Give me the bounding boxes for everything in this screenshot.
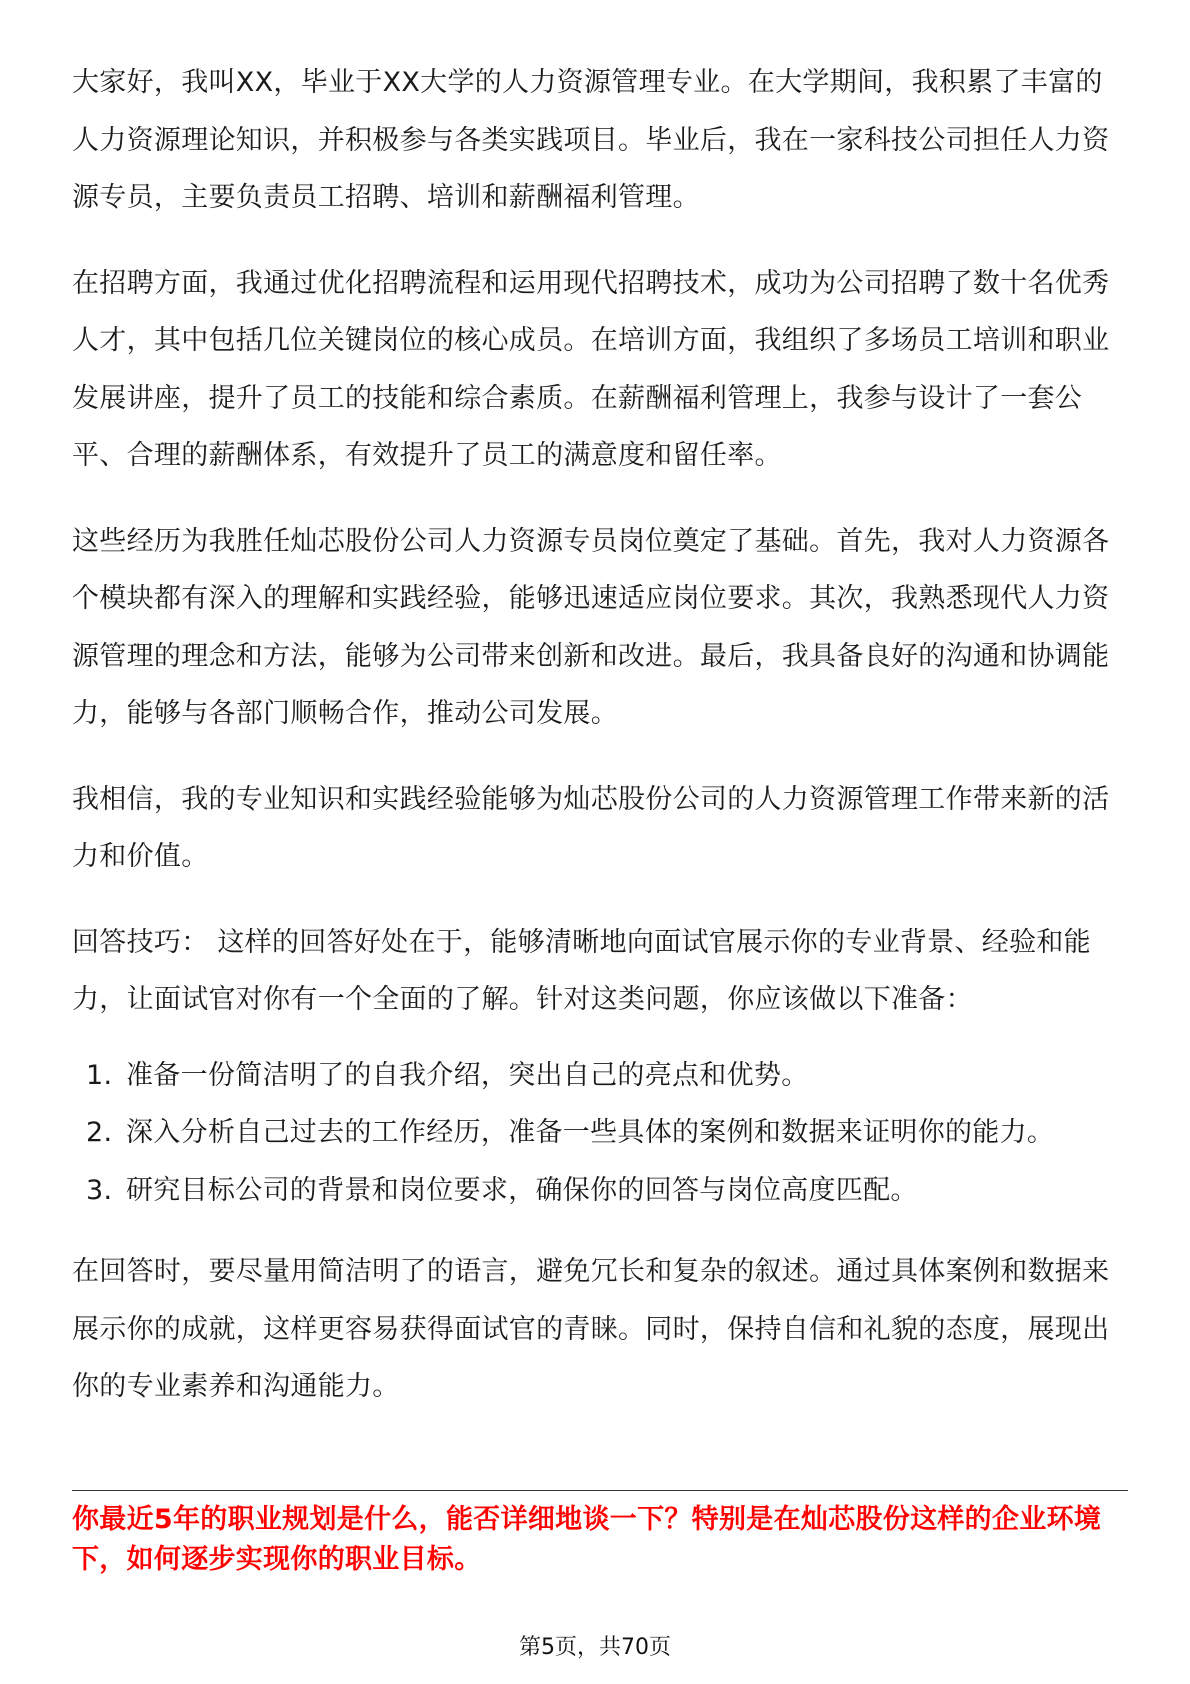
section-divider bbox=[72, 1490, 1128, 1491]
list-item bbox=[72, 1047, 1128, 1105]
paragraph-answer-tips: 回答技巧： 这样的回答好处在于，能够清晰地向面试官展示你的专业背景、经验和能力，让面试官对你有一个全面的了解。针对这类问题，你应该做以下准备： bbox=[72, 926, 1091, 1015]
paragraph-intro: 大家好，我叫XX，毕业于XX大学的人力资源管理专业。在大学期间，我积累了丰富的人力资源理论知识，并积极参与各类实践项目。毕业后，我在一家科技公司担任人力资源专员，主要负责员工招聘、培训和薪酬福利管理。 bbox=[72, 67, 1110, 213]
paragraph-qualifications: 这些经历为我胜任灿芯股份公司人力资源专员岗位奠定了基础。首先，我对人力资源各个模块都有深入的理解和实践经验，能够迅速适应岗位要求。其次，我熟悉现代人力资源管理的理念和方法，能够为公司带来创新和改进。最后，我具备良好的沟通和协调能力，能够与各部门顺畅合作，推动公司发展。 bbox=[72, 525, 1110, 729]
tips-list bbox=[72, 1047, 1128, 1220]
list-item bbox=[72, 1104, 1128, 1162]
paragraph-conclusion: 我相信，我的专业知识和实践经验能够为灿芯股份公司的人力资源管理工作带来新的活力和价值。 bbox=[72, 783, 1110, 872]
page-number-footer: 第5页，共70页 bbox=[519, 1635, 671, 1660]
list-item bbox=[72, 1162, 1128, 1220]
list-item-text: 研究目标公司的背景和岗位要求，确保你的回答与岗位高度匹配。 bbox=[126, 1174, 918, 1206]
list-item-number: 2. bbox=[86, 1117, 113, 1148]
document-body bbox=[72, 54, 1128, 1444]
list-item-number: 1. bbox=[86, 1059, 113, 1091]
next-question-heading: 你最近5年的职业规划是什么，能否详细地谈一下？特别是在灿芯股份这样的企业环境下，如何逐步实现你的职业目标。 bbox=[72, 1504, 1102, 1575]
paragraph-experience: 在招聘方面，我通过优化招聘流程和运用现代招聘技术，成功为公司招聘了数十名优秀人才，其中包括几位关键岗位的核心成员。在培训方面，我组织了多场员工培训和职业发展讲座，提升了员工的技能和综合素质。在薪酬福利管理上，我参与设计了一套公平、合理的薪酬体系，有效提升了员工的满意度和留任率。 bbox=[72, 267, 1110, 471]
list-item-text: 深入分析自己过去的工作经历，准备一些具体的案例和数据来证明你的能力。 bbox=[126, 1117, 1055, 1148]
paragraph-closing: 在回答时，要尽量用简洁明了的语言，避免冗长和复杂的叙述。通过具体案例和数据来展示你的成就，这样更容易获得面试官的青睐。同时，保持自信和礼貌的态度，展现出你的专业素养和沟通能力。 bbox=[72, 1256, 1110, 1402]
list-item-text: 准备一份简洁明了的自我介绍，突出自己的亮点和优势。 bbox=[126, 1059, 809, 1091]
list-item-number: 3. bbox=[86, 1174, 113, 1206]
